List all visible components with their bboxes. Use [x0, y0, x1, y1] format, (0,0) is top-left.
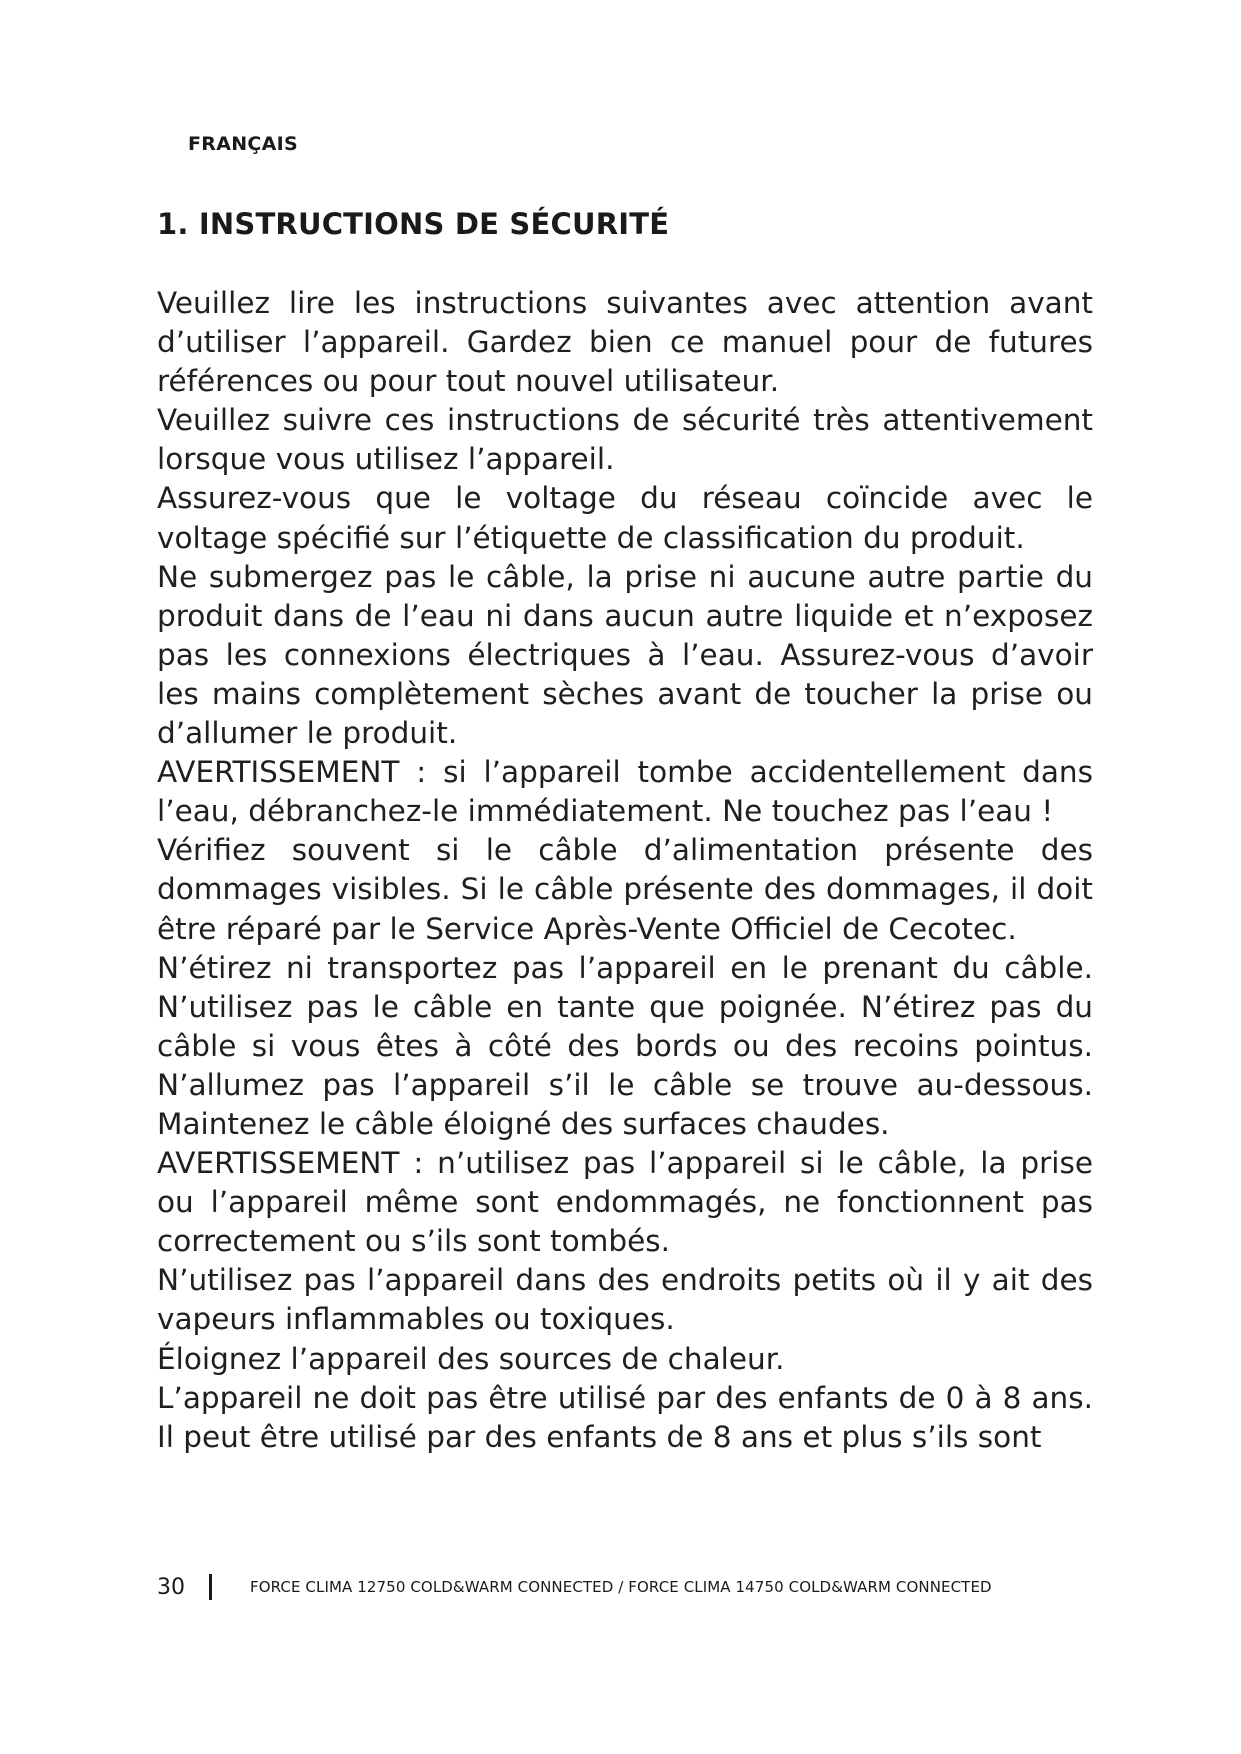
language-label: FRANÇAIS: [188, 133, 299, 155]
section-title: 1. INSTRUCTIONS DE SÉCURITÉ: [157, 207, 670, 241]
paragraph: Vérifiez souvent si le câble d’alimentation présente des dommages visibles. Si le câble présente des dommages, il doit être réparé par le Service Après-Vente Officiel de Cecotec.: [157, 833, 1093, 946]
paragraph: Ne submergez pas le câble, la prise ni aucune autre partie du produit dans de l’eau ni dans aucun autre liquide et n’exposez pas les connexions électriques à l’eau. Assurez-vous d’avoir les mains complètement sèches avant de toucher la prise ou d’allumer le produit.: [157, 559, 1093, 751]
paragraph: Éloignez l’appareil des sources de chaleur.: [157, 1341, 785, 1376]
paragraph: N’utilisez pas l’appareil dans des endroits petits où il y ait des vapeurs inflammables ou toxiques.: [157, 1263, 1093, 1337]
paragraph: AVERTISSEMENT : si l’appareil tombe accidentellement dans l’eau, débranchez-le immédiatement. Ne touchez pas l’eau !: [157, 755, 1093, 829]
page-footer: [157, 1573, 992, 1601]
page-number: 30: [157, 1574, 185, 1600]
paragraph: Assurez-vous que le voltage du réseau coïncide avec le voltage spécifié sur l’étiquette de classification du produit.: [157, 481, 1093, 555]
footer-model-name: FORCE CLIMA 12750 COLD&WARM CONNECTED / FORCE CLIMA 14750 COLD&WARM CONNECTED: [250, 1578, 992, 1596]
safety-instructions-text: [157, 284, 1093, 1457]
paragraph: Veuillez lire les instructions suivantes avec attention avant d’utiliser l’appareil. Gardez bien ce manuel pour de futures références ou pour tout nouvel utilisateur.: [157, 286, 1093, 399]
paragraph: Veuillez suivre ces instructions de sécurité très attentivement lorsque vous utilisez l’appareil.: [157, 403, 1093, 477]
paragraph: L’appareil ne doit pas être utilisé par des enfants de 0 à 8 ans. Il peut être utilisé par des enfants de 8 ans et plus s’ils sont: [157, 1380, 1093, 1454]
footer-divider: [209, 1574, 212, 1600]
paragraph: N’étirez ni transportez pas l’appareil en le prenant du câble. N’utilisez pas le câble en tante que poignée. N’étirez pas du câble si vous êtes à côté des bords ou des recoins pointus. N’allumez pas l’appareil s’il le câble se trouve au-dessous. Maintenez le câble éloigné des surfaces chaudes.: [157, 950, 1093, 1141]
paragraph: AVERTISSEMENT : n’utilisez pas l’appareil si le câble, la prise ou l’appareil même sont endommagés, ne fonctionnent pas correctement ou s’ils sont tombés.: [157, 1146, 1093, 1259]
